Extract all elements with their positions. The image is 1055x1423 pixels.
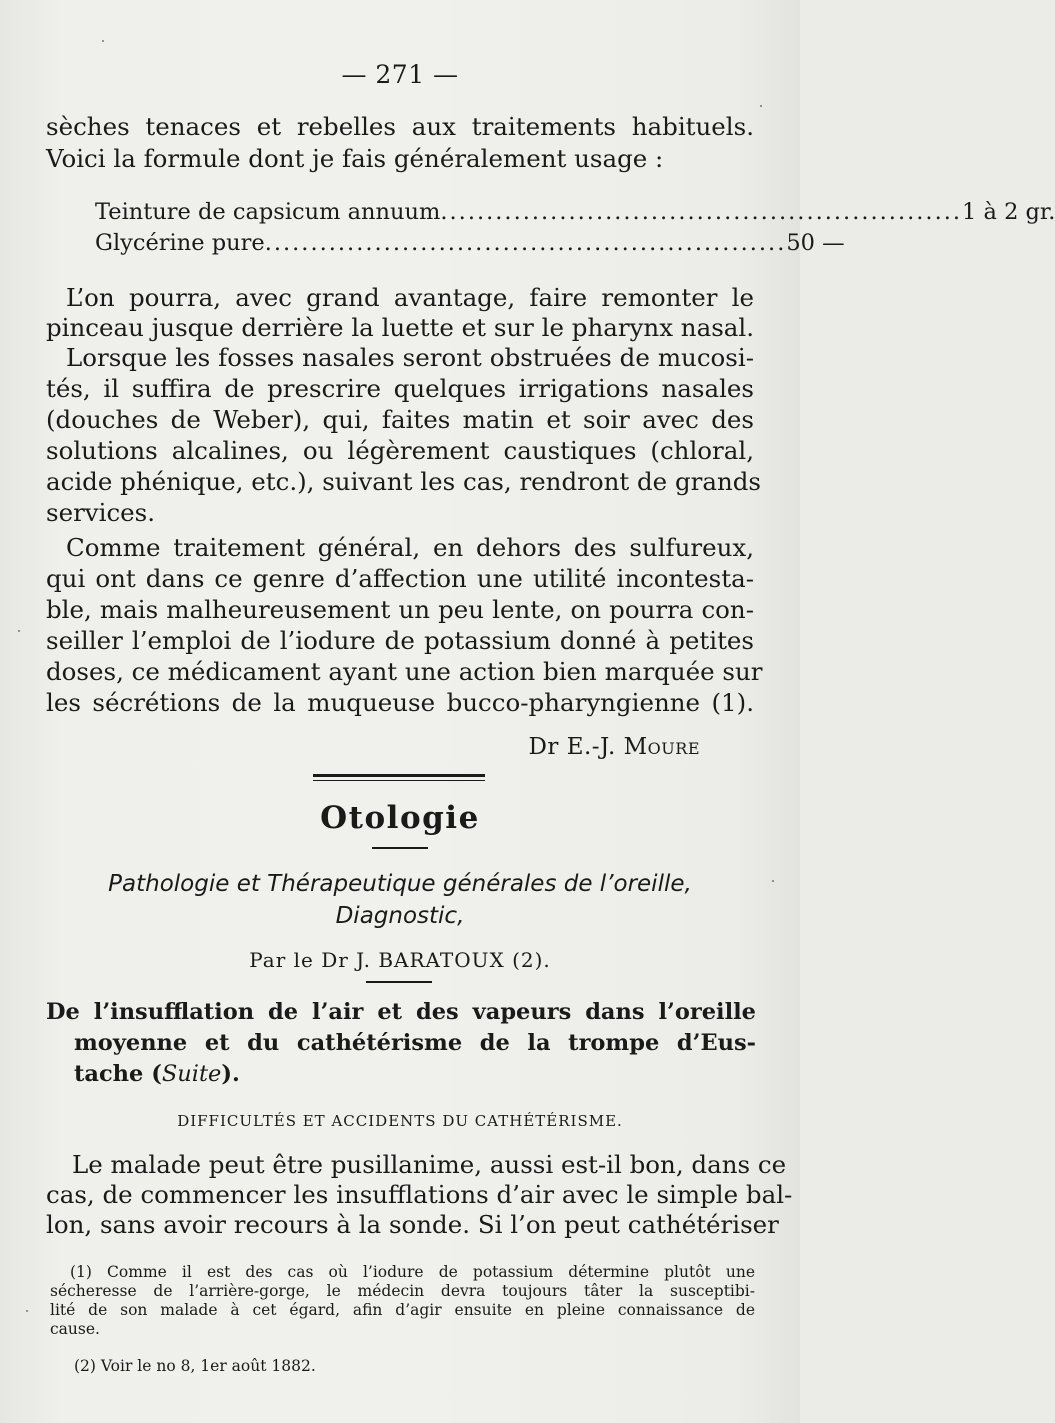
byline-rule bbox=[366, 981, 432, 983]
text-line: Le malade peut être pusillanime, aussi est-il bon, dans ce bbox=[72, 1150, 787, 1179]
text-line: Voici la formule dont je fais généralement usage : bbox=[46, 144, 664, 173]
article-heading: tache (Suite). bbox=[74, 1061, 240, 1087]
formula-row bbox=[95, 229, 845, 257]
dot-leader: ......................................................... bbox=[264, 230, 787, 256]
author-byline: Par le Dr J. BARATOUX (2). bbox=[249, 948, 551, 972]
section-rule bbox=[313, 774, 485, 777]
footnote-line: lité de son malade à cet égard, afin d’agir ensuite en pleine connaissance de bbox=[50, 1301, 755, 1319]
text-line: doses, ce médicament ayant une action bien marquée sur bbox=[46, 657, 763, 686]
formula-row bbox=[95, 198, 1055, 226]
text-line: acide phénique, etc.), suivant les cas, rendront de grands bbox=[46, 467, 762, 496]
section-title: Otologie bbox=[320, 800, 480, 836]
footnote-line: (1) Comme il est des cas où l’iodure de potassium détermine plutôt une bbox=[70, 1263, 755, 1281]
text-line: Comme traitement général, en dehors des sulfureux, bbox=[66, 533, 754, 562]
text-line: seiller l’emploi de l’iodure de potassium donné à petites bbox=[46, 626, 754, 655]
text-line: tés, il suffira de prescrire quelques irrigations nasales bbox=[46, 374, 754, 403]
signature bbox=[528, 734, 700, 760]
article-subtitle: Diagnostic, bbox=[335, 903, 465, 929]
footnote-line: (2) Voir le no 8, 1er août 1882. bbox=[74, 1357, 316, 1375]
text-line: services. bbox=[46, 498, 156, 527]
text-line: les sécrétions de la muqueuse bucco-pharyngienne (1). bbox=[46, 688, 754, 717]
formula-dose: 50 — bbox=[786, 230, 845, 256]
paper-speck bbox=[26, 1310, 28, 1312]
section-subheading: DIFFICULTÉS ET ACCIDENTS DU CATHÉTÉRISME. bbox=[177, 1112, 623, 1130]
text-line: qui ont dans ce genre d’affection une utilité incontesta- bbox=[46, 564, 754, 593]
footnote-line: cause. bbox=[50, 1320, 100, 1338]
text-line: sèches tenaces et rebelles aux traitements habituels. bbox=[46, 112, 754, 141]
text-line: cas, de commencer les insufflations d’air avec le simple bal- bbox=[46, 1180, 793, 1209]
article-heading: De l’insufflation de l’air et des vapeurs dans l’oreille bbox=[46, 999, 756, 1025]
text-line: Lorsque les fosses nasales seront obstruées de mucosi- bbox=[66, 343, 754, 372]
paper-speck bbox=[18, 630, 20, 632]
text-line: solutions alcalines, ou légèrement caustiques (chloral, bbox=[46, 436, 754, 465]
signature-name: E.-J. Moure bbox=[566, 734, 700, 760]
heading-text: tache bbox=[74, 1061, 144, 1087]
text-line: lon, sans avoir recours à la sonde. Si l’on peut cathétériser bbox=[46, 1210, 779, 1239]
article-heading: moyenne et du cathétérisme de la trompe d’Eus- bbox=[74, 1030, 756, 1056]
section-rule bbox=[313, 780, 485, 781]
footnote-line: sécheresse de l’arrière-gorge, le médecin devra toujours tâter la susceptibi- bbox=[50, 1282, 755, 1300]
text-line: ble, mais malheureusement un peu lente, on pourra con- bbox=[46, 595, 754, 624]
paper-speck bbox=[102, 40, 104, 42]
text-line: (douches de Weber), qui, faites matin et soir avec des bbox=[46, 405, 754, 434]
text-line: pinceau jusque derrière la luette et sur le pharynx nasal. bbox=[46, 313, 754, 342]
formula-dose: 1 à 2 gr. bbox=[962, 199, 1055, 225]
heading-suite: Suite bbox=[161, 1061, 222, 1087]
text-line: L’on pourra, avec grand avantage, faire remonter le bbox=[66, 283, 754, 312]
page-number: — 271 — bbox=[341, 60, 459, 89]
paper-speck bbox=[760, 105, 762, 107]
signature-title: Dr bbox=[528, 734, 559, 760]
formula-ingredient: Teinture de capsicum annuum bbox=[95, 199, 441, 225]
dot-leader: ......................................................... bbox=[440, 199, 963, 225]
article-subtitle: Pathologie et Thérapeutique générales de l’oreille, bbox=[108, 871, 692, 897]
title-rule bbox=[372, 847, 428, 849]
formula-ingredient: Glycérine pure bbox=[95, 230, 265, 256]
